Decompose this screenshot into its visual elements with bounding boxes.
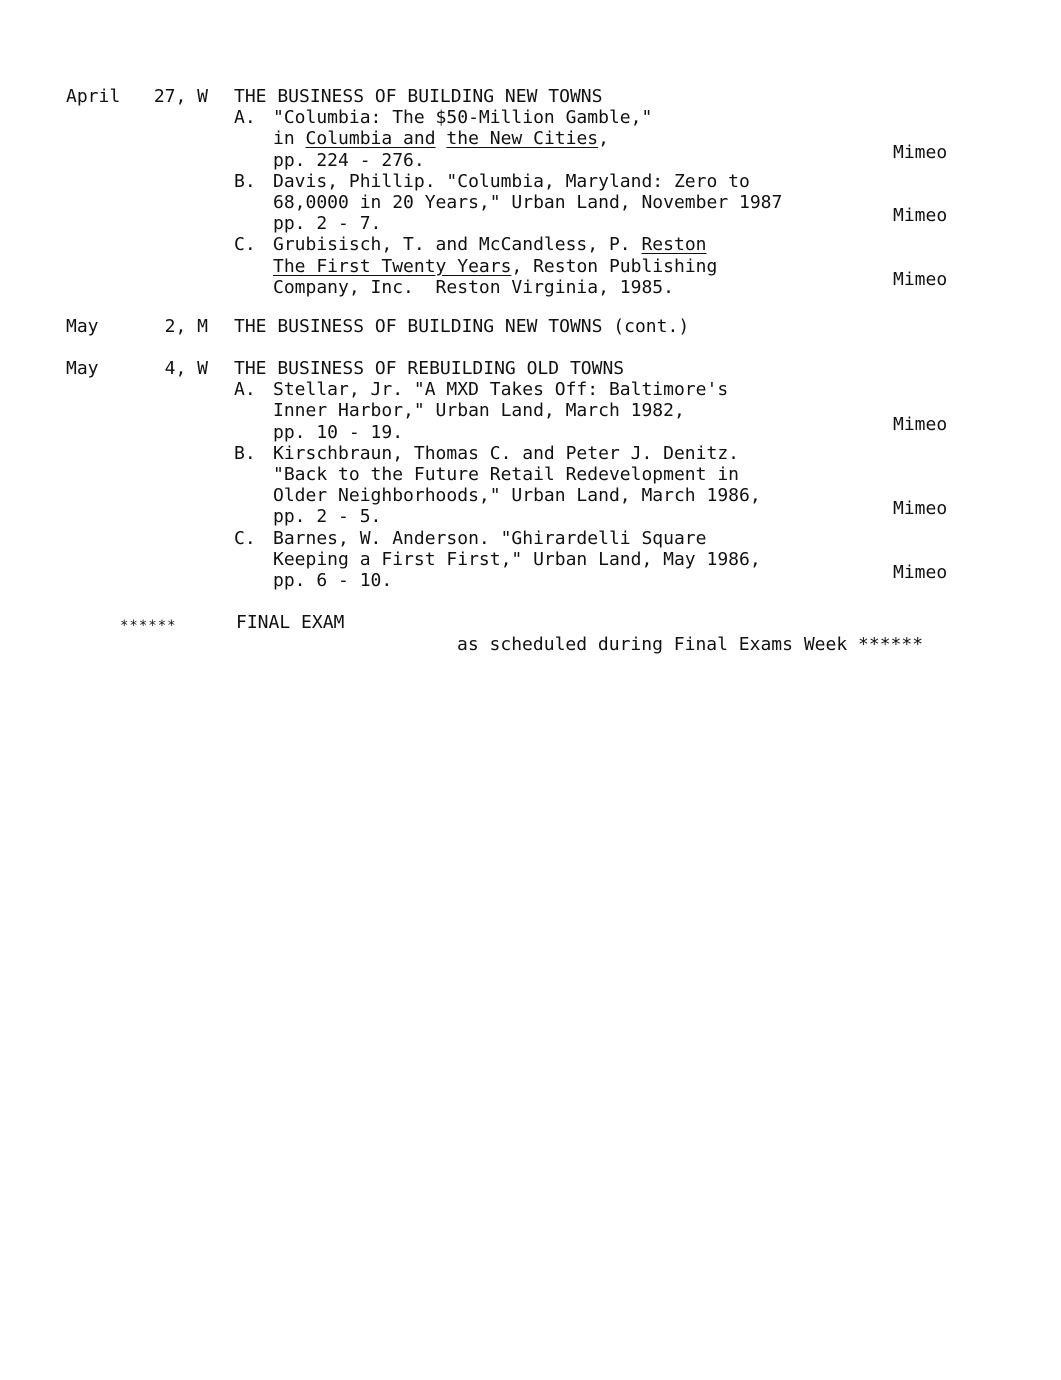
reading-line [273,213,381,235]
reading-line [273,400,685,422]
reading-line [273,570,392,592]
reading-line [273,234,707,256]
session-date-month: April [66,86,121,107]
reading-line [273,379,728,401]
reading-text: pp. 6 - 10. [273,570,393,591]
reading-text: Kirschbraun, Thomas C. and Peter J. Denitz. [273,442,739,464]
final-exam-stars-left: ****** [120,618,177,634]
session-date-day: 2, M [164,316,208,337]
reading-line [273,150,425,172]
reading-line [273,549,761,571]
final-exam-description: as scheduled during Final Exams Week [457,634,848,655]
session-date-month: May [66,358,99,379]
reading-text: Older Neighborhoods," Urban Land, March 1986, [273,485,761,507]
reading-line [273,422,403,444]
reading-line [273,256,717,278]
reading-line [273,128,609,150]
session-date-day: 4, W [164,358,208,379]
reading-text: Barnes, W. Anderson. "Ghirardelli Square [273,527,707,549]
reading-title-underlined: The First Twenty Years [273,255,512,277]
final-exam-label: FINAL EXAM [236,612,345,633]
reading-line [273,277,674,299]
reading-text: Company, Inc. Reston Virginia, 1985. [273,276,674,298]
reading-marker: C. [234,234,256,256]
reading-line [273,528,706,550]
final-exam-note [0,612,1061,655]
reading-text: pp. 2 - 7. [273,213,382,235]
reading-title-underlined: Reston [641,234,707,256]
reading-source: Mimeo [893,413,948,435]
session-topic: THE BUSINESS OF BUILDING NEW TOWNS [234,86,603,107]
final-exam-text [392,612,923,678]
reading-marker: A. [234,379,256,401]
reading-title-underlined: the New Cities [446,128,599,150]
reading-title-underlined: Columbia and [305,128,436,150]
reading-text: Grubisisch, T. and McCandless, P. [273,234,642,256]
final-exam-stars-right: ****** [858,634,924,655]
reading-text: Keeping a First First," Urban Land, May 1986, [273,548,761,570]
reading-line [273,485,761,507]
reading-text [436,128,447,149]
session-date-day: 27, W [153,86,208,107]
reading-text: Stellar, Jr. "A MXD Takes Off: Baltimore's [273,379,729,401]
reading-marker: B. [234,442,256,464]
reading-line [273,171,750,193]
reading-source: Mimeo [893,205,948,227]
reading-text: , [598,128,609,150]
session-topic: THE BUSINESS OF REBUILDING OLD TOWNS [234,358,625,379]
reading-source: Mimeo [893,141,948,163]
reading-source: Mimeo [893,562,948,583]
reading-text: pp. 2 - 5. [273,506,382,528]
reading-line [273,107,652,129]
session-date-month: May [66,316,99,337]
reading-line [273,192,782,214]
reading-text: "Back to the Future Retail Redevelopment in [273,464,739,485]
reading-text: pp. 10 - 19. [273,421,404,443]
session-topic: THE BUSINESS OF BUILDING NEW TOWNS (cont.) [234,316,690,337]
reading-marker: C. [234,527,256,549]
reading-marker: B. [234,170,256,192]
reading-line [273,464,739,486]
reading-text: Inner Harbor," Urban Land, March 1982, [273,400,685,422]
reading-text: "Columbia: The $50-Million Gamble," [273,107,653,129]
reading-text: in [273,128,306,150]
reading-marker: A. [234,107,256,129]
reading-text: Davis, Phillip. "Columbia, Maryland: Zero to [273,170,750,192]
reading-text: pp. 224 - 276. [273,149,425,171]
reading-source: Mimeo [893,498,948,520]
reading-source: Mimeo [893,268,948,290]
reading-text: 68,0000 in 20 Years," Urban Land, November 1987 [273,192,783,213]
reading-text: , Reston Publishing [511,255,718,277]
reading-line [273,506,381,528]
reading-line [273,443,739,465]
